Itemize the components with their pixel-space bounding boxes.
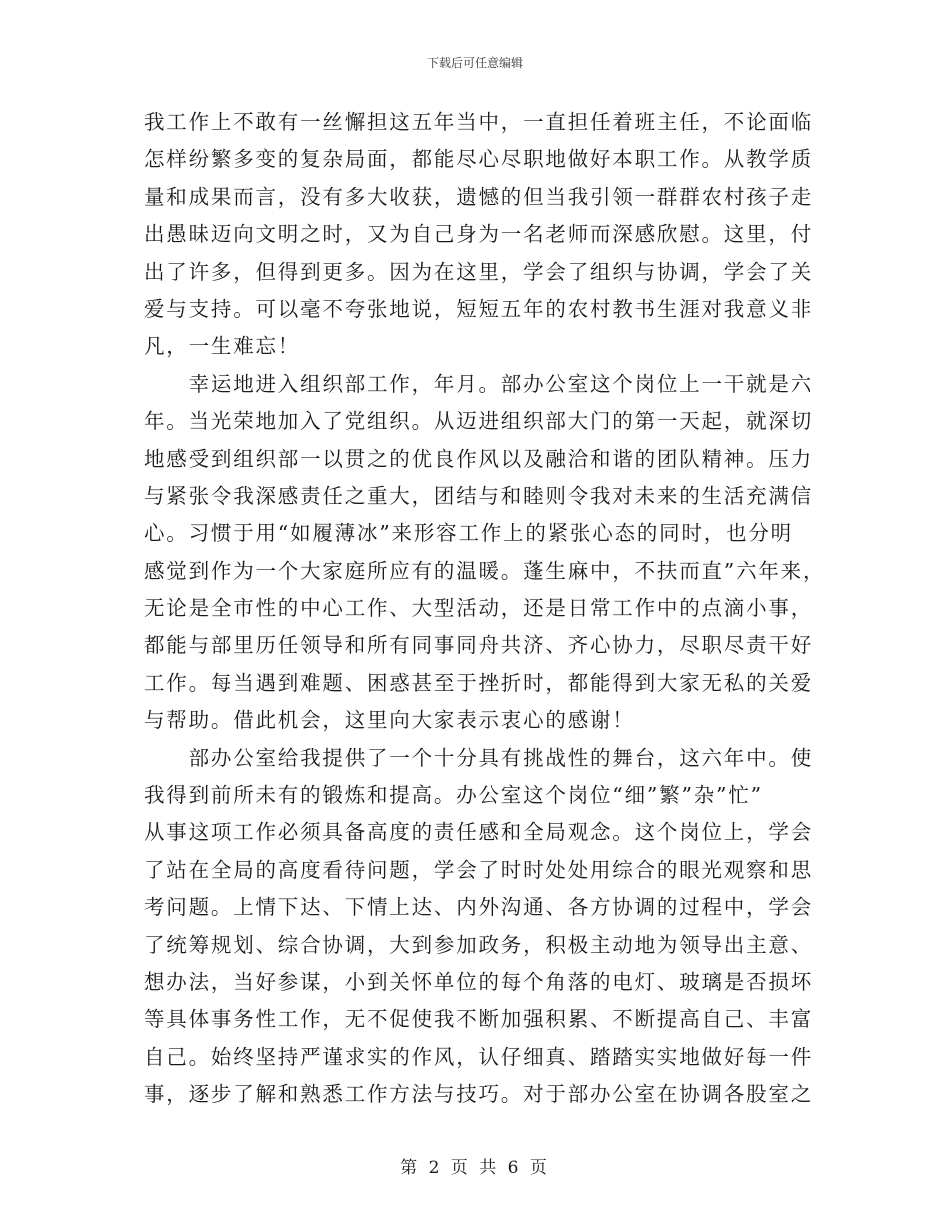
text-line: 工作。每当遇到难题、困惑甚至于挫折时，都能得到大家无私的关爱 — [144, 670, 813, 695]
text-line: 无论是全市性的中心工作、大型活动，还是日常工作中的点滴小事， — [144, 596, 813, 621]
text-line: 地感受到组织部一以贯之的优良作风以及融洽和谐的团队精神。压力 — [144, 446, 813, 471]
text-line: 感觉到作为一个大家庭所应有的温暖。蓬生麻中，不扶而直”六年来， — [144, 558, 826, 583]
text-line: 部办公室给我提供了一个十分具有挑战性的舞台，这六年中。使 — [144, 745, 813, 770]
text-line: 出了许多，但得到更多。因为在这里，学会了组织与协调，学会了关 — [144, 259, 813, 284]
text-line: 我得到前所未有的锻炼和提高。办公室这个岗位“细”繁”杂”忙” — [144, 783, 763, 808]
text-line: 与帮助。借此机会，这里向大家表示衷心的感谢！ — [144, 708, 635, 733]
text-line: 事，逐步了解和熟悉工作方法与技巧。对于部办公室在协调各股室之 — [144, 1082, 813, 1107]
text-line: 出愚昧迈向文明之时，又为自己身为一名老师而深感欣慰。这里，付 — [144, 222, 813, 247]
text-line: 量和成果而言，没有多大收获，遗憾的但当我引领一群群农村孩子走 — [144, 184, 813, 209]
text-line: 年。当光荣地加入了党组织。从迈进组织部大门的第一天起，就深切 — [144, 409, 813, 434]
text-line: 了站在全局的高度看待问题，学会了时时处处用综合的眼光观察和思 — [144, 857, 813, 882]
text-line: 怎样纷繁多变的复杂局面，都能尽心尽职地做好本职工作。从教学质 — [144, 147, 813, 172]
text-line: 凡，一生难忘！ — [144, 334, 301, 359]
text-line: 幸运地进入组织部工作，年月。部办公室这个岗位上一干就是六 — [144, 371, 813, 396]
text-line: 与紧张令我深感责任之重大，团结与和睦则令我对未来的生活充满信 — [144, 483, 813, 508]
text-line: 自己。始终坚持严谨求实的作风，认仔细真、踏踏实实地做好每一件 — [144, 1044, 813, 1069]
text-line: 想办法，当好参谋，小到关怀单位的每个角落的电灯、玻璃是否损坏 — [144, 969, 813, 994]
text-line: 心。习惯于用“如履薄冰”来形容工作上的紧张心态的同时，也分明 — [144, 521, 793, 546]
text-line: 我工作上不敢有一丝懈担这五年当中，一直担任着班主任，不论面临 — [144, 110, 813, 134]
document-body — [144, 104, 826, 1114]
text-line: 爱与支持。可以毫不夸张地说，短短五年的农村教书生涯对我意义非 — [144, 296, 813, 321]
text-line: 都能与部里历任领导和所有同事同舟共济、齐心协力，尽职尽责干好 — [144, 633, 813, 658]
page-footer: 第 2 页 共 6 页 — [400, 1158, 550, 1178]
text-line: 从事这项工作必须具备高度的责任感和全局观念。这个岗位上，学会 — [144, 820, 813, 845]
page-header: 下载后可任意编辑 — [426, 56, 523, 70]
text-line: 了统筹规划、综合协调，大到参加政务，积极主动地为领导出主意、 — [144, 932, 813, 957]
text-line: 等具体事务性工作，无不促使我不断加强积累、不断提高自己、丰富 — [144, 1007, 813, 1032]
text-line: 考问题。上情下达、下情上达、内外沟通、各方协调的过程中，学会 — [144, 895, 813, 920]
